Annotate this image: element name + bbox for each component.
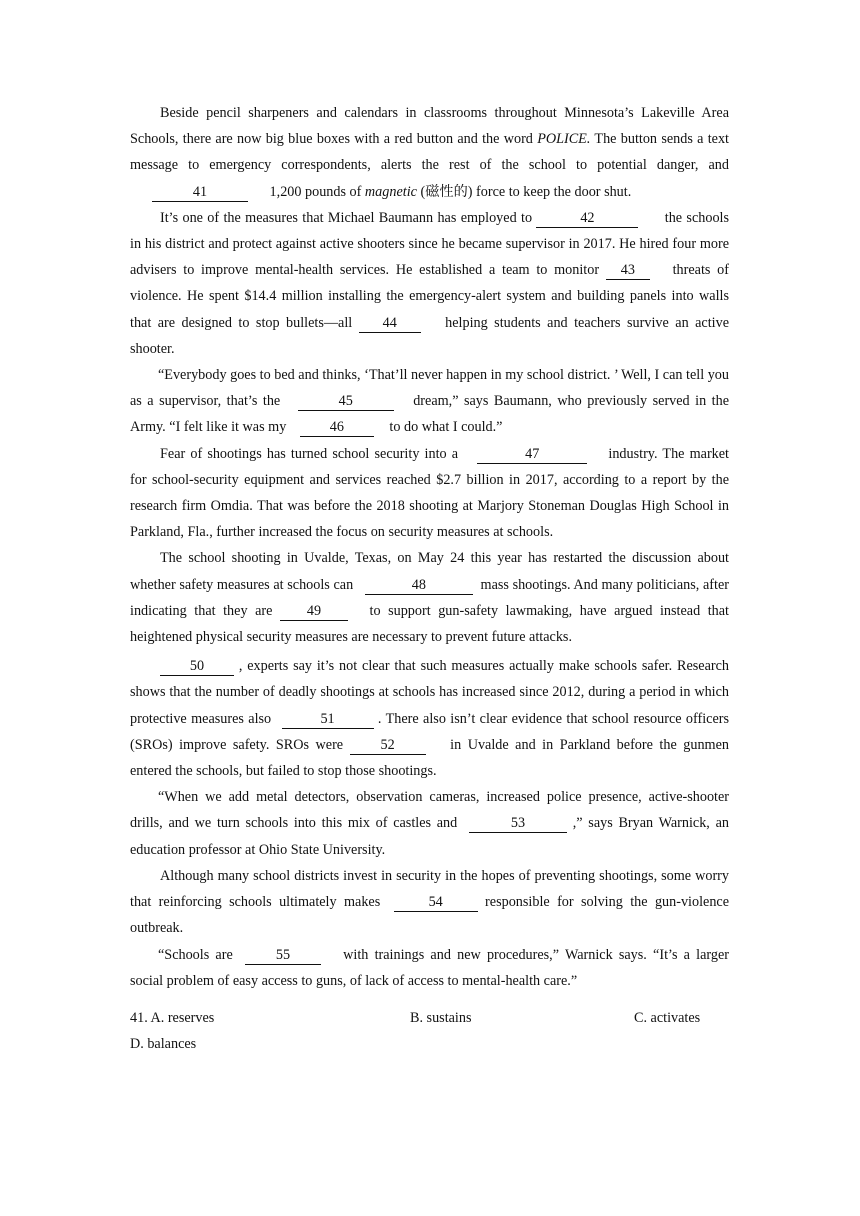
paragraph-5 — [130, 545, 729, 650]
text: The school shooting in Uvalde, Texas, on May 24 this year has restarted the discussion about whether safety measures at schools can — [130, 550, 729, 593]
blank-44[interactable]: 44 — [359, 315, 421, 333]
blank-42[interactable]: 42 — [536, 210, 638, 228]
text: Although many school districts invest in security in the hopes of preventing shootings, some worry that reinforcing schools ultimately makes — [130, 867, 729, 911]
blank-47[interactable]: 47 — [477, 446, 587, 464]
text: to support gun-safety lawmaking, have argued instead that heightened physical security measures are necessary to prevent future attacks. — [130, 602, 729, 646]
option-d[interactable]: D. balances — [130, 1035, 197, 1052]
blank-53[interactable]: 53 — [469, 815, 567, 833]
text: “Everybody goes to bed and thinks, ‘That’ll never happen in my school district. ’ Well, I can tell you as a supervisor, that’s the — [130, 367, 729, 410]
text: industry. The market for school-security equipment and services reached $2.7 billion in 2017, according to a report by the research firm Omdia. That was before the 2018 shooting at Marjory Stoneman Douglas High School in Parkland, Fla., further increased the focus on security measures at schools. — [130, 445, 729, 541]
paragraph-4 — [130, 441, 729, 546]
text: in Uvalde and in Parkland before the gunmen entered the schools, but failed to stop those shootings. — [130, 736, 729, 780]
text: (磁性的) force to keep the door shut. — [416, 183, 632, 200]
option-a[interactable]: 41. A. reserves — [130, 1009, 215, 1026]
text: The button sends a text message to emergency correspondents, alerts the rest of the school to potential danger, and — [130, 131, 729, 174]
paragraph-8 — [130, 863, 729, 942]
paragraph-7 — [130, 784, 729, 863]
blank-43[interactable]: 43 — [606, 262, 650, 280]
text: Fear of shootings has turned school security into a — [160, 445, 464, 462]
text: “Schools are — [158, 946, 239, 963]
blank-50[interactable]: 50 — [160, 658, 234, 676]
text-italic-magnetic: magnetic — [364, 183, 417, 200]
blank-46[interactable]: 46 — [300, 419, 374, 437]
blank-49[interactable]: 49 — [280, 603, 348, 621]
text: Beside pencil sharpeners and calendars in classrooms throughout Minnesota’s Lakeville Area Schools, there are now big blue boxes with a red button and the word — [130, 105, 729, 148]
text: It’s one of the measures that Michael Baumann has employed to — [160, 209, 537, 226]
paragraph-3 — [130, 362, 729, 441]
paragraph-9 — [130, 942, 729, 994]
text: dream,” says Baumann, who previously served in the Army. “I felt like it was my — [130, 393, 729, 436]
text: . There also isn’t clear evidence that school resource officers (SROs) improve safety. SROs were — [130, 710, 729, 753]
passage — [130, 100, 729, 1057]
text: responsible for solving the gun-violence outbreak. — [130, 894, 730, 937]
text: ,” says Bryan Warnick, an education professor at Ohio State University. — [130, 815, 729, 858]
text: helping students and teachers survive an active shooter. — [130, 314, 729, 357]
text: , experts say it’s not clear that such measures actually make schools safer. Research shows that the number of deadly shootings at schools has increased since 2012, during a period in which protective measures also — [130, 658, 729, 727]
text: to do what I could.” — [385, 419, 503, 436]
question-41 — [130, 1005, 729, 1057]
paragraph-2 — [130, 205, 729, 362]
blank-41[interactable]: 41 — [152, 184, 248, 202]
paragraph-1 — [130, 100, 729, 205]
text: mass shootings. And many politicians, after indicating that they are — [130, 576, 729, 619]
blank-48[interactable]: 48 — [365, 577, 473, 595]
text: with trainings and new procedures,” Warnick says. “It’s a larger social problem of easy access to guns, of lack of access to mental-health care.” — [130, 946, 729, 989]
paragraph-6 — [130, 653, 729, 784]
option-c[interactable]: C. activates — [634, 1009, 701, 1026]
blank-55[interactable]: 55 — [245, 947, 321, 965]
text: threats of violence. He spent $14.4 million installing the emergency-alert system and building panels into walls that are designed to stop bullets—all — [130, 262, 729, 331]
blank-54[interactable]: 54 — [394, 894, 478, 912]
blank-52[interactable]: 52 — [350, 737, 426, 755]
text: the schools in his district and protect against active shooters since he became supervisor in 2017. He hired four more advisers to improve mental-health services. He established a team to monitor — [130, 209, 729, 279]
text: 1,200 pounds of — [266, 183, 365, 200]
text: “When we add metal detectors, observation cameras, increased police presence, active-shooter drills, and we turn schools into this mix of castles and — [130, 789, 729, 832]
text-italic-police: POLICE. — [537, 131, 591, 148]
blank-51[interactable]: 51 — [282, 711, 374, 729]
blank-45[interactable]: 45 — [298, 393, 394, 411]
option-b[interactable]: B. sustains — [410, 1009, 472, 1026]
